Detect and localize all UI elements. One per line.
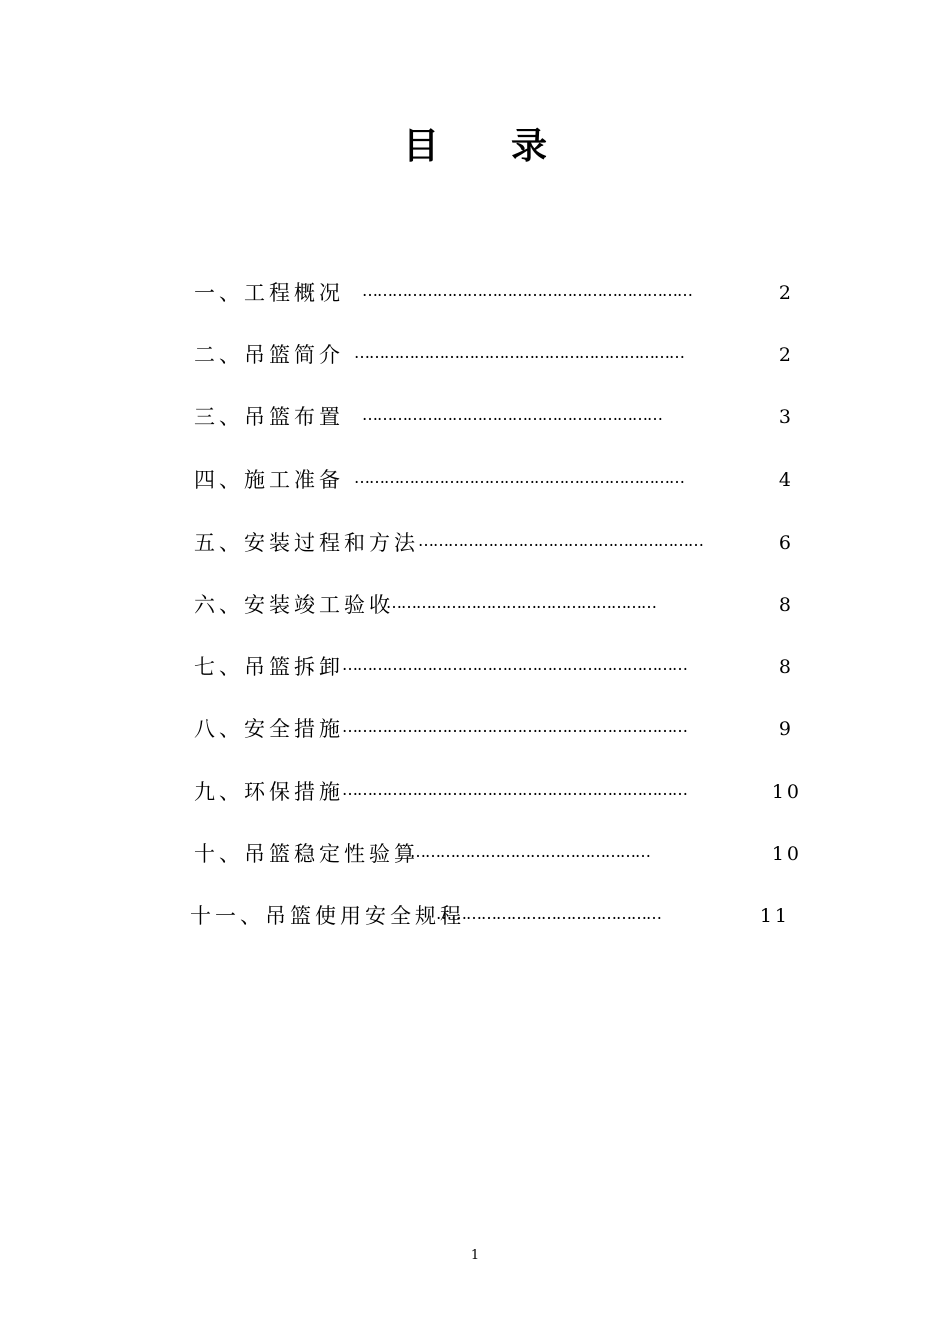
toc-leader: ………………………………………………… xyxy=(418,531,703,550)
toc-page-number: 2 xyxy=(778,282,794,304)
toc-label: 一、工程概况 xyxy=(194,281,344,305)
toc-label: 三、吊篮布置 xyxy=(194,405,344,429)
toc-entry[interactable] xyxy=(194,590,804,620)
toc-leader: ………………………………………………………… xyxy=(354,468,684,487)
toc-page-number: 2 xyxy=(778,344,794,366)
toc-page-number: 8 xyxy=(778,594,794,616)
toc-entry[interactable] xyxy=(194,839,804,869)
toc-entry[interactable] xyxy=(194,465,804,495)
toc-page-number: 10 xyxy=(771,781,802,803)
toc-leader: ……………………………………………… xyxy=(386,593,656,612)
toc-entry[interactable] xyxy=(194,278,804,308)
title-char-1: 目 xyxy=(402,125,439,167)
toc-entry[interactable] xyxy=(194,652,804,682)
toc-leader: …………………………………………………………… xyxy=(342,655,687,674)
title-char-2: 录 xyxy=(511,125,548,167)
toc-entry[interactable] xyxy=(194,714,804,744)
toc-entry[interactable] xyxy=(194,402,804,432)
toc-leader: …………………………………………………………… xyxy=(342,780,687,799)
toc-label: 十、吊篮稳定性验算 xyxy=(194,842,419,866)
toc-leader: ………………………………………………………… xyxy=(362,281,692,300)
toc-leader: …………………………………………………… xyxy=(362,405,662,424)
toc-label: 四、施工准备 xyxy=(194,468,344,492)
toc-label: 六、安装竣工验收 xyxy=(194,593,394,617)
toc-leader: ………………………………………… xyxy=(410,842,650,861)
toc-label: 五、安装过程和方法 xyxy=(194,531,419,555)
toc-label: 七、吊篮拆卸 xyxy=(194,655,344,679)
toc-page-number: 4 xyxy=(778,469,794,491)
toc-page-number: 6 xyxy=(778,532,794,554)
toc-entry[interactable] xyxy=(194,340,804,370)
toc-entry[interactable] xyxy=(194,528,804,558)
toc-label: 九、环保措施 xyxy=(194,780,344,804)
toc-page-number: 9 xyxy=(778,718,794,740)
toc-leader: ……………………………………… xyxy=(436,904,661,923)
toc-label: 十一、吊篮使用安全规程 xyxy=(190,904,465,928)
page-number-footer: 1 xyxy=(470,1248,480,1263)
toc-leader: …………………………………………………………… xyxy=(342,717,687,736)
toc-entry[interactable] xyxy=(190,901,804,931)
toc-label: 二、吊篮简介 xyxy=(194,343,344,367)
toc-page-number: 10 xyxy=(771,843,802,865)
toc-page-number: 11 xyxy=(759,905,790,927)
toc-page-number: 8 xyxy=(778,656,794,678)
toc-page-number: 3 xyxy=(778,406,794,428)
toc-entry[interactable] xyxy=(194,777,804,807)
toc-leader: ………………………………………………………… xyxy=(354,343,684,362)
toc-label: 八、安全措施 xyxy=(194,717,344,741)
